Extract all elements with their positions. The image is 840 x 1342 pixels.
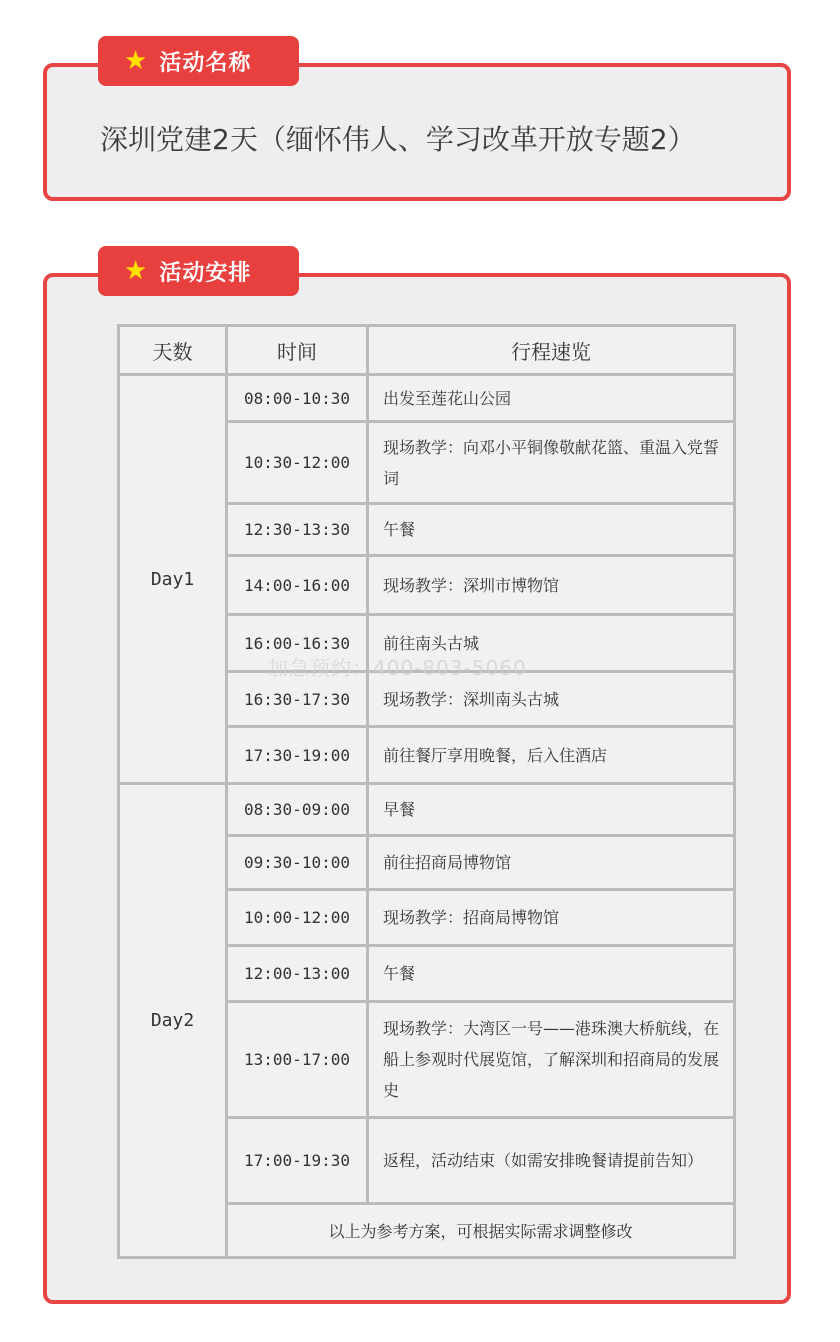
time-cell: 16:30-17:30 (227, 672, 368, 727)
item-cell: 现场教学：向邓小平铜像敬献花篮、重温入党誓词 (368, 422, 735, 504)
header-days: 天数 (119, 326, 227, 375)
time-cell: 08:00-10:30 (227, 375, 368, 422)
footnote: 以上为参考方案，可根据实际需求调整修改 (227, 1204, 735, 1258)
schedule-table (117, 324, 736, 1259)
watermark: 加急预约：400-803-5060 (268, 656, 527, 680)
item-cell: 前往南头古城 (368, 615, 735, 672)
item-cell: 午餐 (368, 504, 735, 556)
item-cell: 返程，活动结束（如需安排晚餐请提前告知） (368, 1118, 735, 1204)
header-overview: 行程速览 (368, 326, 735, 375)
day-label: Day1 (119, 375, 227, 784)
time-cell: 10:00-12:00 (227, 890, 368, 946)
time-cell: 12:00-13:00 (227, 946, 368, 1002)
activity-name-tag-label: 活动名称 (159, 50, 252, 76)
time-cell: 09:30-10:00 (227, 836, 368, 890)
item-cell: 前往招商局博物馆 (368, 836, 735, 890)
time-cell: 10:30-12:00 (227, 422, 368, 504)
table-row (119, 784, 735, 836)
schedule-tag-label: 活动安排 (159, 260, 252, 286)
time-cell: 12:30-13:30 (227, 504, 368, 556)
table-row (119, 375, 735, 422)
item-cell: 现场教学：招商局博物馆 (368, 890, 735, 946)
day-label: Day2 (119, 784, 227, 1258)
time-cell: 14:00-16:00 (227, 556, 368, 615)
item-cell: 现场教学：深圳市博物馆 (368, 556, 735, 615)
item-cell: 出发至莲花山公园 (368, 375, 735, 422)
activity-title: 深圳党建2天（缅怀伟人、学习改革开放专题2） (100, 123, 696, 156)
item-cell: 午餐 (368, 946, 735, 1002)
schedule-tag (98, 246, 299, 296)
activity-name-tag (98, 36, 299, 86)
time-cell: 13:00-17:00 (227, 1002, 368, 1118)
item-cell: 前往餐厅享用晚餐，后入住酒店 (368, 727, 735, 784)
header-time: 时间 (227, 326, 368, 375)
item-cell: 现场教学：深圳南头古城 (368, 672, 735, 727)
table-header-row (119, 326, 735, 375)
item-cell: 早餐 (368, 784, 735, 836)
star-icon: ★ (124, 256, 148, 286)
time-cell: 17:00-19:30 (227, 1118, 368, 1204)
time-cell: 17:30-19:00 (227, 727, 368, 784)
item-cell: 现场教学：大湾区一号——港珠澳大桥航线，在船上参观时代展览馆，了解深圳和招商局的发展史 (368, 1002, 735, 1118)
star-icon: ★ (124, 46, 148, 76)
time-cell: 08:30-09:00 (227, 784, 368, 836)
time-cell: 16:00-16:30 (227, 615, 368, 672)
